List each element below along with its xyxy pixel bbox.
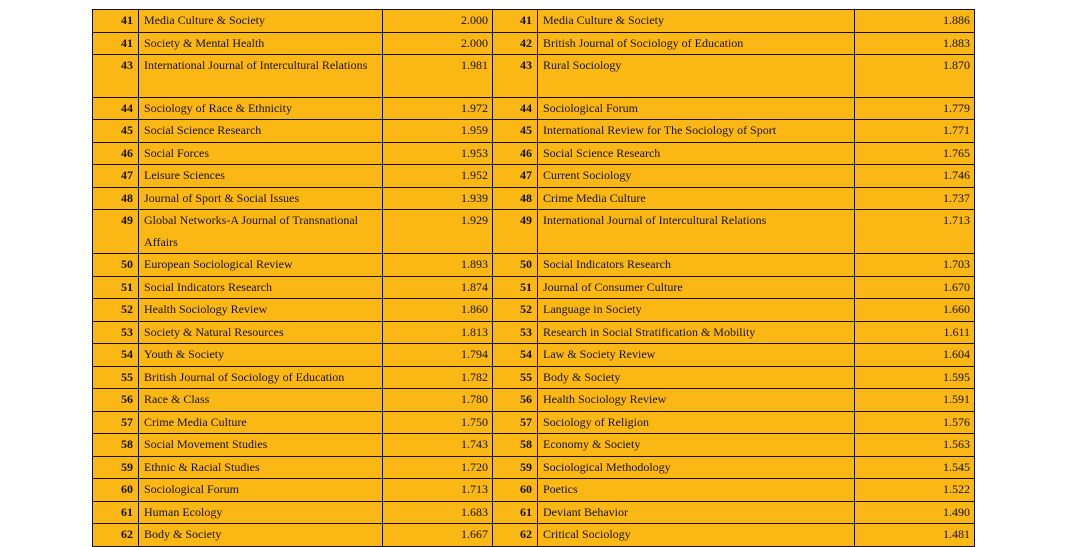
left-score-cell: 1.683 (383, 501, 493, 524)
left-rank-cell: 48 (93, 187, 139, 210)
left-score-cell: 1.813 (383, 321, 493, 344)
right-score-cell: 1.604 (855, 344, 975, 367)
right-journal-name-cell: Social Science Research (538, 142, 855, 165)
right-journal-name-cell: Critical Sociology (538, 524, 855, 547)
right-journal-name-cell: Poetics (538, 479, 855, 502)
left-journal-name-cell: Media Culture & Society (139, 10, 383, 33)
table-row (93, 389, 975, 412)
right-score-cell: 1.737 (855, 187, 975, 210)
right-score-cell: 1.545 (855, 456, 975, 479)
left-rank-cell: 61 (93, 501, 139, 524)
right-rank-cell: 41 (493, 10, 538, 33)
right-journal-name-cell: Law & Society Review (538, 344, 855, 367)
table-row (93, 187, 975, 210)
left-rank-cell: 57 (93, 411, 139, 434)
right-score-cell: 1.779 (855, 97, 975, 120)
left-journal-name-cell: Global Networks-A Journal of Transnational Affairs (139, 210, 383, 254)
right-rank-cell: 52 (493, 299, 538, 322)
left-journal-name-cell: Youth & Society (139, 344, 383, 367)
table-row (93, 254, 975, 277)
table-row (93, 434, 975, 457)
right-rank-cell: 47 (493, 165, 538, 188)
right-journal-name-cell: Rural Sociology (538, 55, 855, 98)
right-rank-cell: 51 (493, 276, 538, 299)
left-rank-cell: 55 (93, 366, 139, 389)
table-row (93, 55, 975, 98)
right-score-cell: 1.670 (855, 276, 975, 299)
left-rank-cell: 41 (93, 32, 139, 55)
table-row (93, 366, 975, 389)
right-journal-name-cell: Economy & Society (538, 434, 855, 457)
left-score-cell: 1.720 (383, 456, 493, 479)
left-rank-cell: 60 (93, 479, 139, 502)
table-row (93, 501, 975, 524)
journal-ranking-table (92, 9, 975, 547)
left-score-cell: 1.713 (383, 479, 493, 502)
right-rank-cell: 59 (493, 456, 538, 479)
left-rank-cell: 58 (93, 434, 139, 457)
left-journal-name-cell: Social Science Research (139, 120, 383, 143)
right-score-cell: 1.595 (855, 366, 975, 389)
right-journal-name-cell: Crime Media Culture (538, 187, 855, 210)
table-row (93, 120, 975, 143)
right-journal-name-cell: Media Culture & Society (538, 10, 855, 33)
right-score-cell: 1.771 (855, 120, 975, 143)
right-rank-cell: 55 (493, 366, 538, 389)
right-rank-cell: 42 (493, 32, 538, 55)
left-score-cell: 1.972 (383, 97, 493, 120)
left-journal-name-cell: Health Sociology Review (139, 299, 383, 322)
left-score-cell: 1.860 (383, 299, 493, 322)
table-row (93, 344, 975, 367)
left-rank-cell: 50 (93, 254, 139, 277)
right-score-cell: 1.883 (855, 32, 975, 55)
left-score-cell: 1.667 (383, 524, 493, 547)
left-rank-cell: 46 (93, 142, 139, 165)
left-journal-name-cell: Leisure Sciences (139, 165, 383, 188)
right-score-cell: 1.886 (855, 10, 975, 33)
right-journal-name-cell: Sociology of Religion (538, 411, 855, 434)
left-journal-name-cell: Social Movement Studies (139, 434, 383, 457)
left-score-cell: 1.929 (383, 210, 493, 254)
table-row (93, 479, 975, 502)
left-journal-name-cell: Sociological Forum (139, 479, 383, 502)
right-score-cell: 1.870 (855, 55, 975, 98)
left-journal-name-cell: Ethnic & Racial Studies (139, 456, 383, 479)
left-rank-cell: 45 (93, 120, 139, 143)
left-journal-name-cell: Body & Society (139, 524, 383, 547)
right-journal-name-cell: International Journal of Intercultural Relations (538, 210, 855, 254)
left-rank-cell: 44 (93, 97, 139, 120)
left-rank-cell: 54 (93, 344, 139, 367)
right-journal-name-cell: Health Sociology Review (538, 389, 855, 412)
left-score-cell: 1.953 (383, 142, 493, 165)
right-score-cell: 1.703 (855, 254, 975, 277)
right-journal-name-cell: Sociological Methodology (538, 456, 855, 479)
left-score-cell: 1.874 (383, 276, 493, 299)
left-score-cell: 1.782 (383, 366, 493, 389)
right-rank-cell: 49 (493, 210, 538, 254)
table-row (93, 210, 975, 254)
right-rank-cell: 46 (493, 142, 538, 165)
left-journal-name-cell: Race & Class (139, 389, 383, 412)
left-rank-cell: 62 (93, 524, 139, 547)
left-rank-cell: 49 (93, 210, 139, 254)
right-score-cell: 1.746 (855, 165, 975, 188)
left-score-cell: 1.750 (383, 411, 493, 434)
right-rank-cell: 50 (493, 254, 538, 277)
left-score-cell: 1.939 (383, 187, 493, 210)
table-row (93, 299, 975, 322)
right-score-cell: 1.522 (855, 479, 975, 502)
table-body (93, 10, 975, 547)
left-rank-cell: 43 (93, 55, 139, 98)
left-journal-name-cell: Society & Mental Health (139, 32, 383, 55)
right-journal-name-cell: Journal of Consumer Culture (538, 276, 855, 299)
left-journal-name-cell: European Sociological Review (139, 254, 383, 277)
left-journal-name-cell: Social Indicators Research (139, 276, 383, 299)
right-rank-cell: 60 (493, 479, 538, 502)
right-journal-name-cell: Current Sociology (538, 165, 855, 188)
left-score-cell: 1.893 (383, 254, 493, 277)
right-score-cell: 1.591 (855, 389, 975, 412)
right-score-cell: 1.490 (855, 501, 975, 524)
right-rank-cell: 62 (493, 524, 538, 547)
right-rank-cell: 44 (493, 97, 538, 120)
right-journal-name-cell: British Journal of Sociology of Education (538, 32, 855, 55)
table-row (93, 97, 975, 120)
table-row (93, 32, 975, 55)
right-journal-name-cell: Social Indicators Research (538, 254, 855, 277)
left-journal-name-cell: International Journal of Intercultural Relations (139, 55, 383, 98)
left-score-cell: 1.959 (383, 120, 493, 143)
right-score-cell: 1.576 (855, 411, 975, 434)
left-score-cell: 1.794 (383, 344, 493, 367)
table-row (93, 165, 975, 188)
right-rank-cell: 56 (493, 389, 538, 412)
left-rank-cell: 59 (93, 456, 139, 479)
left-score-cell: 1.743 (383, 434, 493, 457)
left-journal-name-cell: Society & Natural Resources (139, 321, 383, 344)
left-score-cell: 1.981 (383, 55, 493, 98)
right-score-cell: 1.611 (855, 321, 975, 344)
right-journal-name-cell: Deviant Behavior (538, 501, 855, 524)
left-score-cell: 2.000 (383, 32, 493, 55)
right-rank-cell: 54 (493, 344, 538, 367)
table-row (93, 10, 975, 33)
right-journal-name-cell: International Review for The Sociology of Sport (538, 120, 855, 143)
table-row (93, 142, 975, 165)
left-rank-cell: 52 (93, 299, 139, 322)
left-journal-name-cell: Social Forces (139, 142, 383, 165)
right-rank-cell: 58 (493, 434, 538, 457)
left-journal-name-cell: Crime Media Culture (139, 411, 383, 434)
right-score-cell: 1.481 (855, 524, 975, 547)
left-journal-name-cell: Human Ecology (139, 501, 383, 524)
table-row (93, 321, 975, 344)
right-score-cell: 1.660 (855, 299, 975, 322)
left-score-cell: 1.952 (383, 165, 493, 188)
right-rank-cell: 48 (493, 187, 538, 210)
left-score-cell: 1.780 (383, 389, 493, 412)
right-score-cell: 1.563 (855, 434, 975, 457)
right-score-cell: 1.765 (855, 142, 975, 165)
table-row (93, 524, 975, 547)
table-row (93, 276, 975, 299)
left-journal-name-cell: Sociology of Race & Ethnicity (139, 97, 383, 120)
right-rank-cell: 45 (493, 120, 538, 143)
right-journal-name-cell: Body & Society (538, 366, 855, 389)
right-rank-cell: 43 (493, 55, 538, 98)
left-rank-cell: 47 (93, 165, 139, 188)
right-journal-name-cell: Language in Society (538, 299, 855, 322)
right-rank-cell: 61 (493, 501, 538, 524)
right-score-cell: 1.713 (855, 210, 975, 254)
left-rank-cell: 51 (93, 276, 139, 299)
left-rank-cell: 41 (93, 10, 139, 33)
left-rank-cell: 53 (93, 321, 139, 344)
left-journal-name-cell: British Journal of Sociology of Education (139, 366, 383, 389)
right-journal-name-cell: Sociological Forum (538, 97, 855, 120)
table-row (93, 456, 975, 479)
right-rank-cell: 53 (493, 321, 538, 344)
left-score-cell: 2.000 (383, 10, 493, 33)
table-row (93, 411, 975, 434)
right-journal-name-cell: Research in Social Stratification & Mobility (538, 321, 855, 344)
left-journal-name-cell: Journal of Sport & Social Issues (139, 187, 383, 210)
left-rank-cell: 56 (93, 389, 139, 412)
right-rank-cell: 57 (493, 411, 538, 434)
